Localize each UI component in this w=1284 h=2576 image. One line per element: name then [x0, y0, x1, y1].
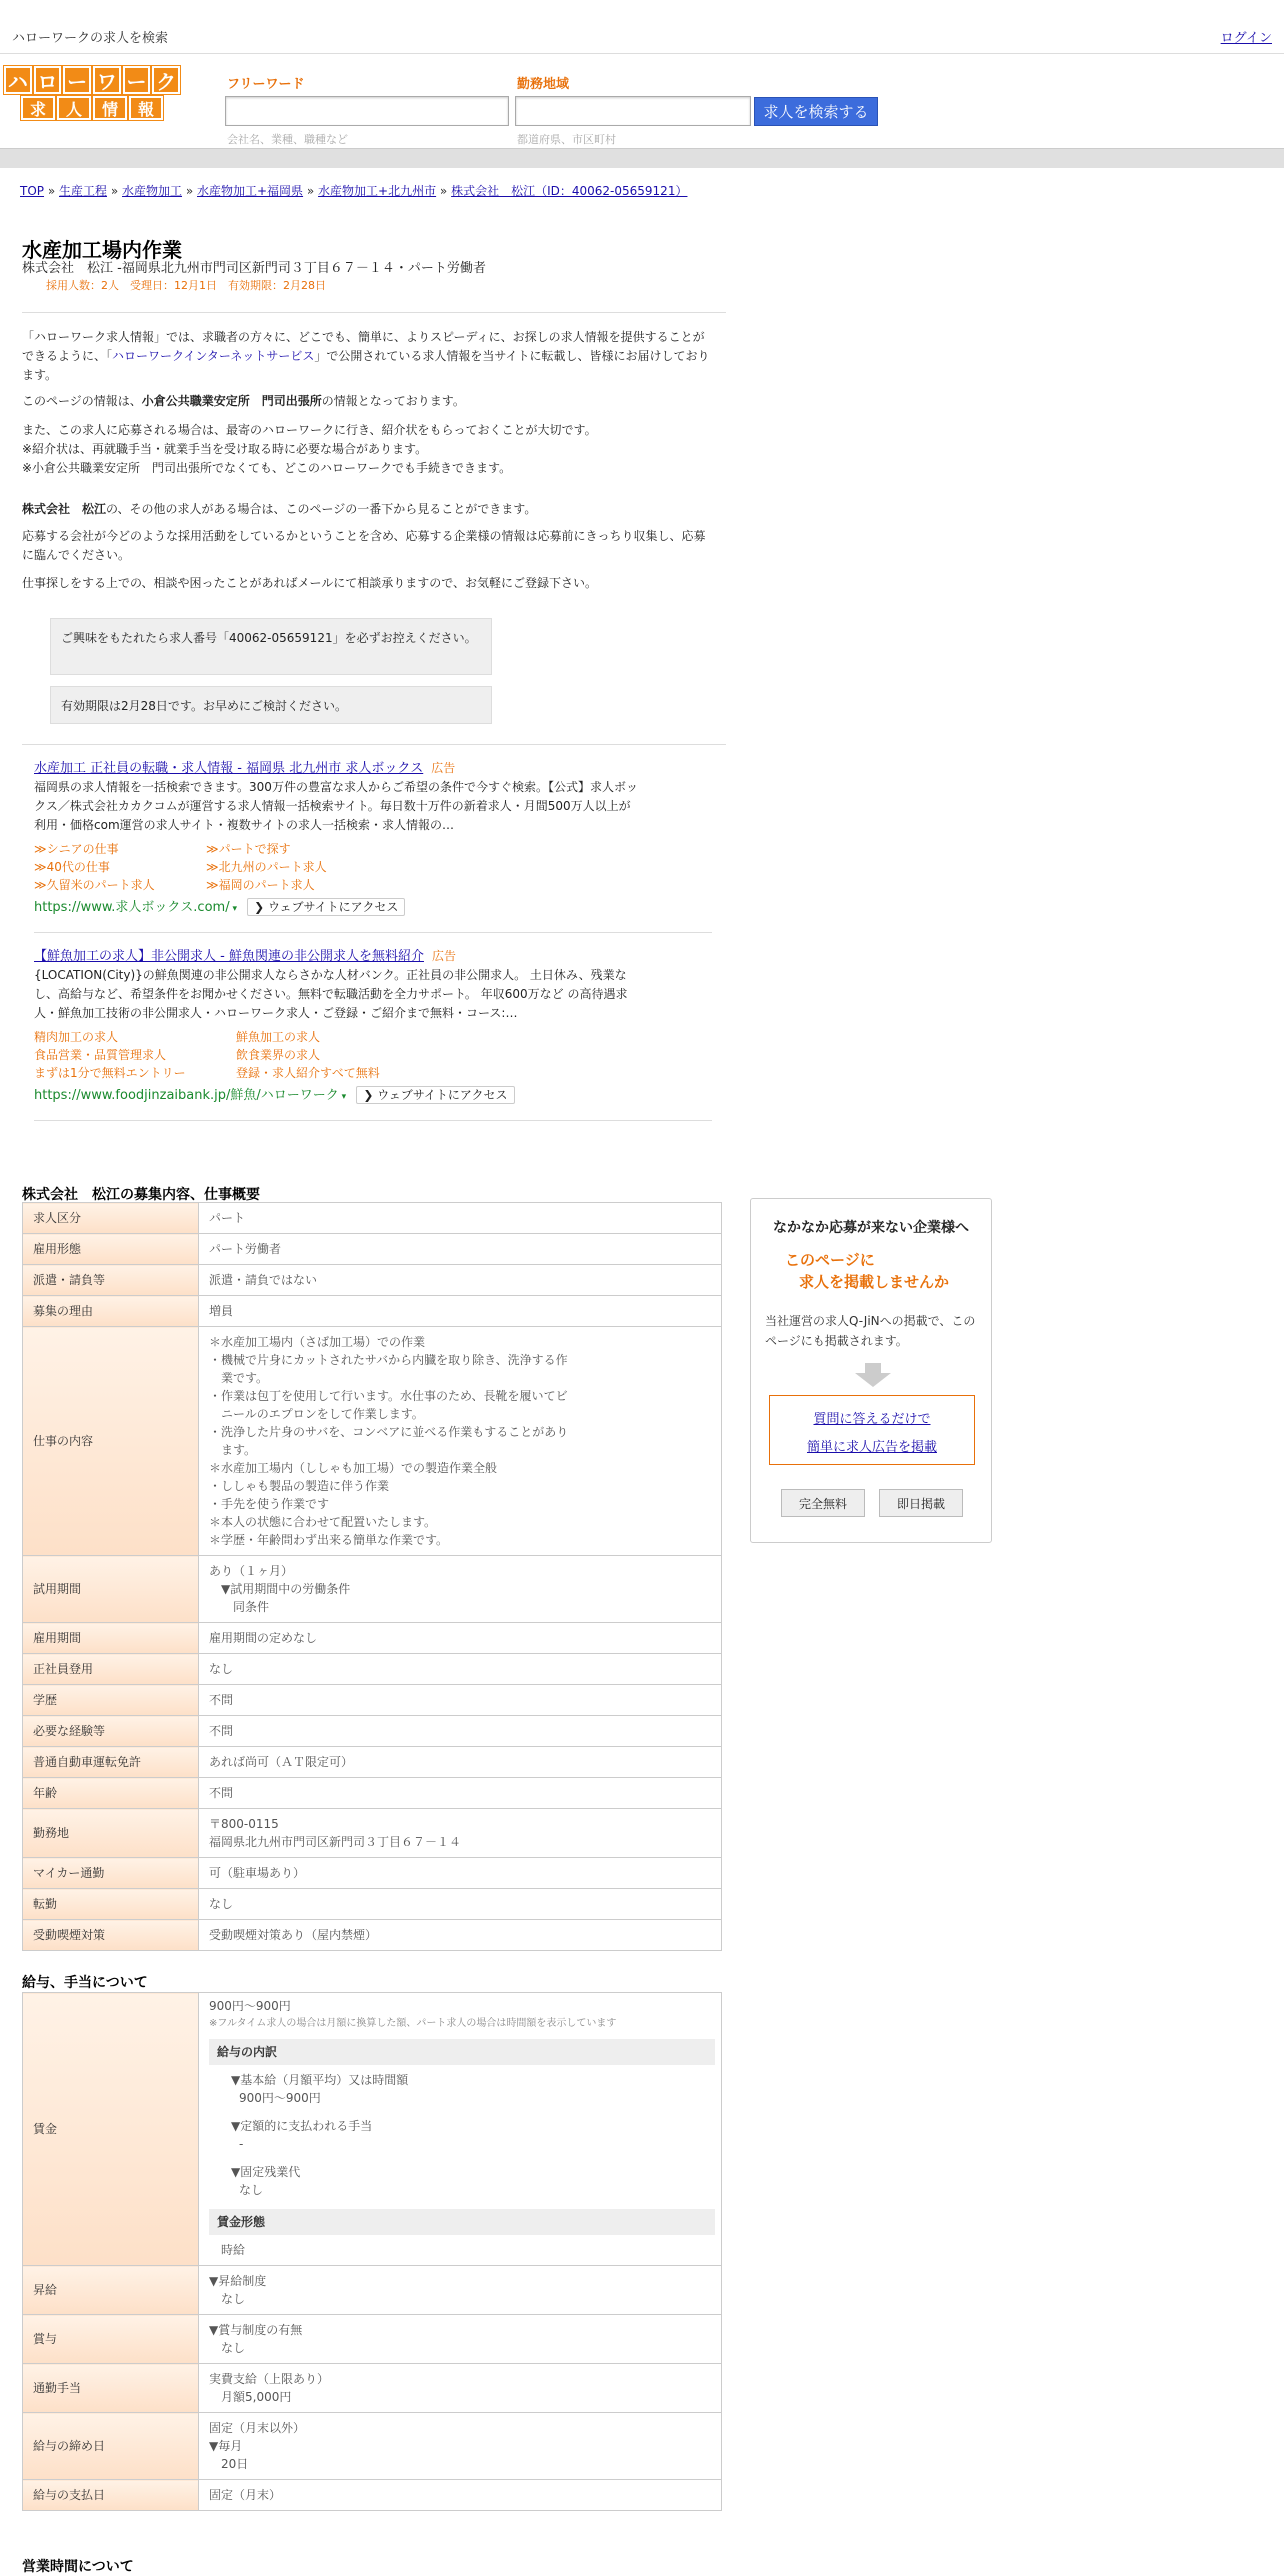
breadcrumb-link[interactable]: 水産物加工 — [122, 184, 183, 198]
value-line: ▼賞与制度の有無 — [209, 2323, 303, 2337]
table-row — [23, 1993, 722, 2266]
freeword-input[interactable] — [225, 96, 509, 126]
row-value: 増員 — [199, 1296, 722, 1327]
row-label: 雇用形態 — [23, 1234, 199, 1265]
promo-highlight-1: このページに — [785, 1251, 875, 1269]
ad-sitelinks — [34, 840, 638, 893]
logo-letter: 人 — [57, 96, 91, 120]
row-value: 不問 — [199, 1716, 722, 1747]
promo-heading: なかなか応募が来ない企業様へ — [773, 1220, 969, 1236]
row-value — [199, 2266, 722, 2315]
row-value: 不問 — [199, 1685, 722, 1716]
search-button[interactable]: 求人を検索する — [754, 97, 878, 126]
expiry-notice: 有効期限は2月28日です。お早めにご検討ください。 — [50, 686, 492, 724]
ad-sitelink[interactable]: ≫パートで探す — [206, 842, 291, 856]
intro-line: ※小倉公共職業安定所 門司出張所でなくても、どこのハローワークでも手続きできます。 — [22, 461, 512, 475]
row-value: あれば尚可（ＡＴ限定可） — [199, 1747, 722, 1778]
basic-pay-heading: ▼基本給（月額平均）又は時間額 — [231, 2073, 409, 2087]
intro-line: また、この求人に応募される場合は、最寄のハローワークに行き、紹介状をもらっておくことが大切です。 — [22, 423, 597, 437]
ad-sitelink[interactable]: 飲食業界の求人 — [236, 1048, 321, 1062]
divider — [22, 744, 726, 745]
table-row — [23, 1858, 722, 1889]
breadcrumb-link[interactable]: 水産物加工+北九州市 — [318, 184, 437, 198]
ad-description: 福岡県の求人情報を一括検索できます。300万件の豊富な求人からご希望の条件で今すぐ検索。【公式】求人ボックス／株式会社カカクコムが運営する求人情報一括検索サイト。毎日数十万件の新着求人・月間500万人以上が利用・価格com運営の求人サイト・複数サイトの求人一括検索・求人情報の… — [34, 780, 638, 832]
logo-letter: ワ — [93, 66, 121, 94]
fixed-overtime-value: なし — [239, 2183, 264, 2197]
row-label: 通勤手当 — [23, 2364, 199, 2413]
arrow-down-icon — [855, 1363, 891, 1387]
wage-form-value: 時給 — [221, 2243, 246, 2257]
wage-form-heading: 賃金形態 — [209, 2209, 715, 2235]
ad-url[interactable]: https://www.求人ボックス.com/ — [34, 900, 230, 915]
logo-letter: ロ — [34, 66, 62, 94]
table-row — [23, 1747, 722, 1778]
ad-block-2 — [34, 945, 638, 1104]
table-row — [23, 1556, 722, 1623]
table-row — [23, 1327, 722, 1556]
breadcrumb-link[interactable]: 株式会社 松江（ID：40062-05659121） — [451, 184, 688, 198]
visit-website-button[interactable] — [247, 898, 405, 916]
header-divider — [0, 148, 1284, 168]
row-value — [199, 2413, 722, 2480]
breakdown-heading: 給与の内訳 — [209, 2039, 715, 2065]
intro-text: 「ハローワーク求人情報」では、求職者の方々に、どこでも、簡単に、よりスピーディに、お探しの求人情報を提供することができるように、「 — [22, 330, 705, 363]
breadcrumb-separator: » — [107, 184, 122, 198]
ad-sitelink[interactable]: まずは1分で無料エントリー — [34, 1066, 186, 1080]
row-label: 試用期間 — [23, 1556, 199, 1623]
value-line: 福岡県北九州市門司区新門司３丁目６７－１４ — [209, 1835, 462, 1849]
row-label: 仕事の内容 — [23, 1327, 199, 1556]
value-line: 業です。 — [209, 1371, 269, 1385]
free-button[interactable]: 完全無料 — [781, 1489, 865, 1517]
freeword-label: フリーワード — [227, 77, 305, 92]
breadcrumb-separator: » — [44, 184, 59, 198]
intro-text: の、その他の求人がある場合は、このページの一番下から見ることができます。 — [106, 502, 537, 516]
promo-link-2[interactable]: 簡単に求人広告を掲載 — [806, 1440, 937, 1455]
row-label: マイカー通勤 — [23, 1858, 199, 1889]
ad-sitelink[interactable]: 食品営業・品質管理求人 — [34, 1048, 167, 1062]
ad-sitelinks — [34, 1028, 638, 1081]
row-value — [199, 2315, 722, 2364]
job-meta: 採用人数：2人 受理日：12月1日 有効期限：2月28日 — [46, 279, 326, 292]
logo-row-bottom — [4, 96, 180, 120]
ad-description: {LOCATION(City)}の鮮魚関連の非公開求人ならさかな人材バンク。正社員の非公開求人。 土日休み、残業なし、高給与など、希望条件をお聞かせください。無料で転職活動を全力サポート。 年収600万など の高待遇求人・鮮魚加工技術の非公開求人・ハローワーク求人・ご登録・ご紹介まで無料・コース:… — [34, 968, 628, 1020]
area-input[interactable] — [515, 96, 751, 126]
table-row — [23, 1623, 722, 1654]
company-name: 株式会社 松江 — [22, 502, 107, 516]
intro-paragraph-6: 仕事探しをする上での、相談や困ったことがあればメールにて相談承りますので、お気軽にご登録下さい。 — [22, 576, 598, 590]
job-number-notice: ご興味をもたれたら求人番号「40062-05659121」を必ずお控えください。 — [50, 618, 492, 675]
intro-line: ※紹介状は、再就職手当・就業手当を受け取る時に必要な場合があります。 — [22, 442, 428, 456]
row-value: パート — [199, 1203, 722, 1234]
logo-letter: ー — [123, 66, 151, 94]
value-line: ＊水産加工場内（さば加工場）での作業 — [209, 1335, 426, 1349]
row-label: 普通自動車運転免許 — [23, 1747, 199, 1778]
promo-description: 当社運営の求人Q-JiNへの掲載で、このページにも掲載されます。 — [765, 1314, 976, 1348]
value-line: 固定（月末以外） — [209, 2421, 306, 2435]
ad-block-1 — [34, 757, 638, 916]
intro-paragraph-1 — [22, 328, 714, 385]
value-line: ＊学歴・年齢問わず出来る簡単な作業です。 — [209, 1533, 449, 1547]
visit-website-button[interactable] — [356, 1086, 514, 1104]
row-value — [199, 1327, 722, 1556]
value-line: ・洗浄した片身のサバを、コンベアに並べる作業もすることがあり — [209, 1425, 569, 1439]
table-row — [23, 1685, 722, 1716]
row-value: パート労働者 — [199, 1234, 722, 1265]
area-label: 勤務地域 — [517, 77, 570, 92]
row-value: 受動喫煙対策あり（屋内禁煙） — [199, 1920, 722, 1951]
row-label: 昇給 — [23, 2266, 199, 2315]
intro-text: このページの情報は、 — [22, 394, 142, 408]
area-hint: 都道府県、市区町村 — [517, 133, 616, 146]
value-line: ・作業は包丁を使用して行います。水仕事のため、長靴を履いてビ — [209, 1389, 568, 1403]
advertise-promo-box — [750, 1198, 992, 1543]
value-line: 20日 — [209, 2457, 249, 2471]
ad-sitelink[interactable]: ≫40代の仕事 — [34, 860, 110, 874]
table-row — [23, 1296, 722, 1327]
intro-paragraph-5: 応募する会社が今どのような採用活動をしているかということを含め、応募する企業様の情報は応募前にきっちり収集し、応募に臨んでください。 — [22, 529, 706, 562]
value-line: 〒800-0115 — [209, 1817, 279, 1831]
site-title: ハローワークの求人を検索 — [12, 31, 169, 46]
overview-section-title: 株式会社 松江の募集内容、仕事概要 — [22, 1187, 260, 1203]
overview-table — [22, 1202, 722, 1951]
value-line: ・機械で片身にカットされたサバから内臓を取り除き、洗浄する作 — [209, 1353, 568, 1367]
job-title: 水産加工場内作業 — [22, 238, 182, 262]
visit-label: ウェブサイトにアクセス — [377, 1088, 508, 1102]
same-day-button[interactable]: 即日掲載 — [879, 1489, 963, 1517]
logo-letter: ハ — [4, 66, 32, 94]
table-row — [23, 1716, 722, 1747]
row-label: 正社員登用 — [23, 1654, 199, 1685]
ad-url[interactable]: https://www.foodjinzaibank.jp/鮮魚/ハローワーク — [34, 1088, 339, 1103]
table-row — [23, 1234, 722, 1265]
row-value — [199, 2480, 722, 2511]
value-line: 同条件 — [209, 1600, 270, 1614]
table-row — [23, 1809, 722, 1858]
hellowork-internet-link[interactable]: ハローワークインターネットサービス — [112, 349, 315, 363]
table-row — [23, 1889, 722, 1920]
chevron-right-icon: ❯ — [254, 900, 268, 914]
value-line: ▼昇給制度 — [209, 2274, 267, 2288]
freeword-hint: 会社名、業種、職種など — [227, 133, 348, 146]
table-row — [23, 2413, 722, 2480]
table-row — [23, 2266, 722, 2315]
row-label: 給与の支払日 — [23, 2480, 199, 2511]
chevron-right-icon: ❯ — [363, 1088, 378, 1102]
logo-row-top — [4, 66, 180, 94]
row-value — [199, 1993, 722, 2266]
value-line: 実費支給（上限あり） — [209, 2372, 330, 2386]
promo-link-1[interactable]: 質問に答えるだけで — [813, 1412, 931, 1427]
breadcrumb-link[interactable]: 生産工程 — [59, 184, 108, 198]
row-value — [199, 1556, 722, 1623]
row-value — [199, 2364, 722, 2413]
salary-table — [22, 1992, 722, 2511]
table-row — [23, 1920, 722, 1951]
value-line: ニールのエプロンをして作業します。 — [209, 1407, 424, 1421]
ad-title-link[interactable]: 水産加工 正社員の転職・求人情報 - 福岡県 北九州市 求人ボックス — [34, 761, 424, 776]
intro-paragraph-3 — [22, 421, 714, 478]
table-row — [23, 2480, 722, 2511]
intro-paragraph-2 — [22, 392, 714, 411]
row-label: 求人区分 — [23, 1203, 199, 1234]
breadcrumb — [20, 182, 687, 199]
row-value: 可（駐車場あり） — [199, 1858, 722, 1889]
divider — [34, 932, 712, 933]
ad-sitelink[interactable]: ≫北九州のパート求人 — [206, 860, 327, 874]
breadcrumb-separator: » — [303, 184, 319, 198]
value-line: ・手先を使う作業です — [209, 1497, 330, 1511]
row-value: なし — [199, 1654, 722, 1685]
row-label: 勤務地 — [23, 1809, 199, 1858]
table-row — [23, 2315, 722, 2364]
ad-sitelink[interactable]: 精肉加工の求人 — [34, 1030, 119, 1044]
row-label: 必要な経験等 — [23, 1716, 199, 1747]
row-value: 派遣・請負ではない — [199, 1265, 722, 1296]
logo-letter: ク — [152, 66, 180, 94]
office-name: 小倉公共職業安定所 門司出張所 — [141, 394, 322, 408]
breadcrumb-link[interactable]: 水産物加工+福岡県 — [197, 184, 304, 198]
row-label: 賞与 — [23, 2315, 199, 2364]
value-line: 月額5,000円 — [209, 2390, 292, 2404]
wage-range: 900円〜900円 — [209, 1999, 291, 2013]
table-row — [23, 2364, 722, 2413]
value-line: ＊本人の状態に合わせて配置いたします。 — [209, 1515, 437, 1529]
dropdown-arrow-icon[interactable]: ▾ — [338, 1092, 347, 1102]
login-link[interactable]: ログイン — [1220, 31, 1272, 46]
breadcrumb-separator: » — [436, 184, 452, 198]
hours-section-title: 営業時間について — [22, 2559, 134, 2575]
promo-cta-box — [769, 1395, 975, 1465]
row-label: 募集の理由 — [23, 1296, 199, 1327]
logo-letter: ー — [63, 66, 91, 94]
job-subtitle: 株式会社 松江 -福岡県北九州市門司区新門司３丁目６７－１４・パート労働者 — [22, 261, 486, 276]
value-line: なし — [209, 2292, 246, 2306]
divider — [22, 312, 726, 313]
ad-sitelink[interactable]: 鮮魚加工の求人 — [236, 1030, 321, 1044]
ad-badge: 広告 — [431, 949, 456, 963]
row-label: 賃金 — [23, 1993, 199, 2266]
fixed-overtime-heading: ▼固定残業代 — [231, 2165, 301, 2179]
value-line: ▼毎月 — [209, 2439, 243, 2453]
ad-title-link[interactable]: 【鮮魚加工の求人】非公開求人 - 鮮魚関連の非公開求人を無料紹介 — [34, 949, 424, 964]
divider — [34, 1120, 712, 1121]
row-label: 年齢 — [23, 1778, 199, 1809]
fixed-allowance-heading: ▼定額的に支払われる手当 — [231, 2119, 373, 2133]
row-label: 受動喫煙対策 — [23, 1920, 199, 1951]
value-line: ・ししゃも製品の製造に伴う作業 — [209, 1479, 390, 1493]
logo-letter: 情 — [93, 96, 127, 120]
value-line: なし — [209, 2341, 246, 2355]
row-value: なし — [199, 1889, 722, 1920]
table-row — [23, 1654, 722, 1685]
value-line: ます。 — [209, 1443, 257, 1457]
logo-letter: 報 — [129, 96, 163, 120]
row-value: 雇用期間の定めなし — [199, 1623, 722, 1654]
ad-sitelink[interactable]: ≫福岡のパート求人 — [206, 878, 315, 892]
breadcrumb-separator: » — [182, 184, 197, 198]
intro-paragraph-4 — [22, 500, 714, 519]
promo-highlight-2: 求人を掲載しませんか — [799, 1273, 950, 1291]
row-label: 給与の締め日 — [23, 2413, 199, 2480]
row-label: 派遣・請負等 — [23, 1265, 199, 1296]
wage-note: ※フルタイム求人の場合は月額に換算した額、パート求人の場合は時間額を表示しています — [209, 2018, 617, 2029]
row-label: 雇用期間 — [23, 1623, 199, 1654]
row-label: 転勤 — [23, 1889, 199, 1920]
table-row — [23, 1203, 722, 1234]
value-line: 固定（月末） — [209, 2488, 282, 2502]
row-label: 学歴 — [23, 1685, 199, 1716]
row-value — [199, 1809, 722, 1858]
ad-sitelink[interactable]: 登録・求人紹介すべて無料 — [236, 1066, 380, 1080]
basic-pay-value: 900円〜900円 — [239, 2091, 321, 2105]
logo-letter: 求 — [21, 96, 55, 120]
ad-sitelink[interactable]: ≫久留米のパート求人 — [34, 878, 155, 892]
top-bar — [0, 0, 1284, 54]
intro-text: の情報となっております。 — [321, 394, 465, 408]
hellowork-logo[interactable] — [4, 66, 180, 124]
table-row — [23, 1265, 722, 1296]
ad-badge: 広告 — [431, 761, 456, 775]
fixed-allowance-value: - — [239, 2137, 244, 2151]
table-row — [23, 1778, 722, 1809]
dropdown-arrow-icon[interactable]: ▾ — [229, 904, 237, 914]
ad-sitelink[interactable]: ≫シニアの仕事 — [34, 842, 119, 856]
visit-label: ウェブサイトにアクセス — [268, 900, 399, 914]
salary-section-title: 給与、手当について — [22, 1975, 148, 1991]
row-value: 不問 — [199, 1778, 722, 1809]
breadcrumb-link[interactable]: TOP — [20, 184, 45, 198]
value-line: ▼試用期間中の労働条件 — [209, 1582, 351, 1596]
value-line: あり（１ヶ月） — [209, 1564, 294, 1578]
intro-text: 」で公開されている求人情報を当サイトに転載し、皆様にお届けしております。 — [22, 349, 710, 382]
value-line: ＊水産加工場内（ししゃも加工場）での製造作業全般 — [209, 1461, 498, 1475]
